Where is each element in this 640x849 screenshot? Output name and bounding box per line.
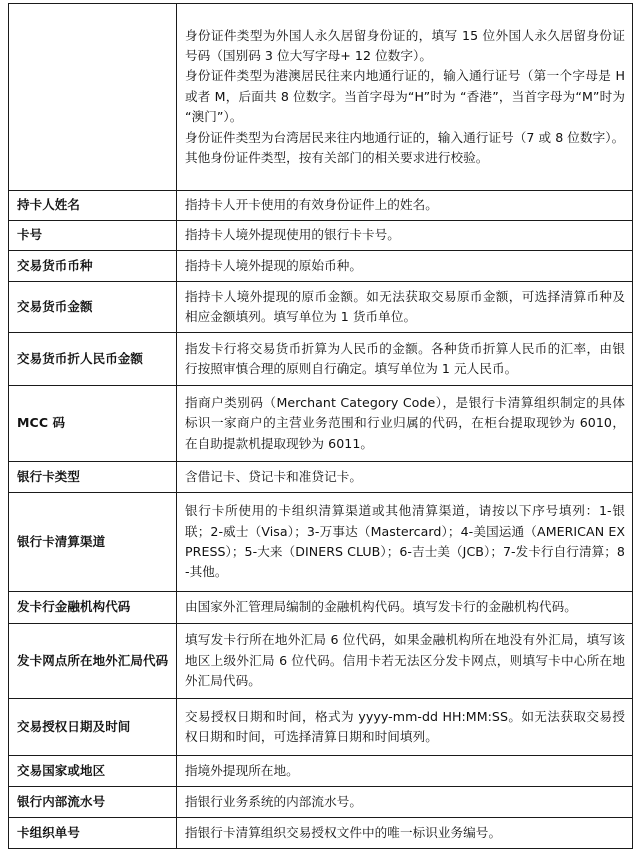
row-desc-auth-datetime: 交易授权日期和时间，格式为 yyyy-mm-dd HH:MM:SS。如无法获取交易授权日期和时间，可选择清算日期和时间填列。 bbox=[177, 699, 633, 756]
table-row bbox=[9, 191, 633, 221]
row-term-auth-datetime: 交易授权日期及时间 bbox=[9, 699, 177, 756]
row-desc-bank-serial-number: 指银行业务系统的内部流水号。 bbox=[177, 787, 633, 818]
row-desc-mcc-code: 指商户类别码（Merchant Category Code），是银行卡清算组织制定的具体标识一家商户的主营业务范围和行业归属的代码，在柜台提取现钞为 6010，在自助提款机提取现钞为 6011。 bbox=[177, 386, 633, 462]
table-row bbox=[9, 251, 633, 282]
row-term-card-number: 卡号 bbox=[9, 221, 177, 251]
row-desc-country-region: 指境外提现所在地。 bbox=[177, 756, 633, 787]
table-row bbox=[9, 282, 633, 333]
row-desc-idtype bbox=[177, 4, 633, 191]
row-desc-card-org-order-number: 指银行卡清算组织交易授权文件中的唯一标识业务编号。 bbox=[177, 818, 633, 849]
row-term-cardholder-name: 持卡人姓名 bbox=[9, 191, 177, 221]
field-specification-table bbox=[8, 3, 633, 849]
row-term-branch-safe-code: 发卡网点所在地外汇局代码 bbox=[9, 624, 177, 699]
table-row bbox=[9, 592, 633, 624]
row-term-card-type: 银行卡类型 bbox=[9, 462, 177, 493]
table-row bbox=[9, 787, 633, 818]
table-body bbox=[9, 4, 633, 849]
table-row bbox=[9, 221, 633, 251]
table-row bbox=[9, 624, 633, 699]
desc-paragraph: 身份证件类型为港澳居民往来内地通行证的，输入通行证号（第一个字母是 H 或者 M，后面共 8 位数字。当首字母为“H”时为 “香港”，当首字母为“M”时为 “澳门”）。 bbox=[185, 68, 625, 125]
row-term-mcc-code: MCC 码 bbox=[9, 386, 177, 462]
row-desc-clearing-channel: 银行卡所使用的卡组织清算渠道或其他清算渠道，请按以下序号填列：1-银联；2-威士（Visa）；3-万事达（Mastercard）；4-美国运通（AMERICAN EXPRESS）；5-大来（DINERS CLUB）；6-吉士美（JCB）；7-发卡行自行清算；8-其他。 bbox=[177, 493, 633, 592]
row-term-currency-amount: 交易货币金额 bbox=[9, 282, 177, 333]
row-term-idtype bbox=[9, 4, 177, 191]
row-desc-branch-safe-code: 填写发卡行所在地外汇局 6 位代码，如果金融机构所在地没有外汇局，填写该地区上级外汇局 6 位代码。信用卡若无法区分发卡网点，则填写卡中心所在地外汇局代码。 bbox=[177, 624, 633, 699]
row-term-country-region: 交易国家或地区 bbox=[9, 756, 177, 787]
table-row bbox=[9, 818, 633, 849]
row-term-cny-amount: 交易货币折人民币金额 bbox=[9, 333, 177, 386]
row-term-card-org-order-number: 卡组织单号 bbox=[9, 818, 177, 849]
table-row bbox=[9, 386, 633, 462]
table-row bbox=[9, 462, 633, 493]
table-row bbox=[9, 493, 633, 592]
row-term-issuer-institution-code: 发卡行金融机构代码 bbox=[9, 592, 177, 624]
desc-paragraph: 身份证件类型为外国人永久居留身份证的，填写 15 位外国人永久居留身份证号码（国别码 3 位大写字母+ 12 位数字）。 bbox=[185, 27, 625, 64]
desc-paragraph: 其他身份证件类型，按有关部门的相关要求进行校验。 bbox=[185, 149, 489, 165]
row-desc-currency-amount: 指持卡人境外提现的原币金额。如无法获取交易原币金额，可选择清算币种及相应金额填列。填写单位为 1 货币单位。 bbox=[177, 282, 633, 333]
desc-paragraph: 身份证件类型为台湾居民来往内地通行证的，输入通行证号（7 或 8 位数字）。 bbox=[185, 129, 625, 145]
table-row bbox=[9, 699, 633, 756]
table-row bbox=[9, 4, 633, 191]
row-term-clearing-channel: 银行卡清算渠道 bbox=[9, 493, 177, 592]
row-term-currency: 交易货币币种 bbox=[9, 251, 177, 282]
row-desc-cardholder-name: 指持卡人开卡使用的有效身份证件上的姓名。 bbox=[177, 191, 633, 221]
table-row bbox=[9, 333, 633, 386]
row-desc-card-number: 指持卡人境外提现使用的银行卡卡号。 bbox=[177, 221, 633, 251]
row-desc-card-type: 含借记卡、贷记卡和准贷记卡。 bbox=[177, 462, 633, 493]
row-desc-currency: 指持卡人境外提现的原始币种。 bbox=[177, 251, 633, 282]
row-term-bank-serial-number: 银行内部流水号 bbox=[9, 787, 177, 818]
row-desc-issuer-institution-code: 由国家外汇管理局编制的金融机构代码。填写发卡行的金融机构代码。 bbox=[177, 592, 633, 624]
row-desc-cny-amount: 指发卡行将交易货币折算为人民币的金额。各种货币折算人民币的汇率，由银行按照审慎合理的原则自行确定。填写单位为 1 元人民币。 bbox=[177, 333, 633, 386]
table-row bbox=[9, 756, 633, 787]
